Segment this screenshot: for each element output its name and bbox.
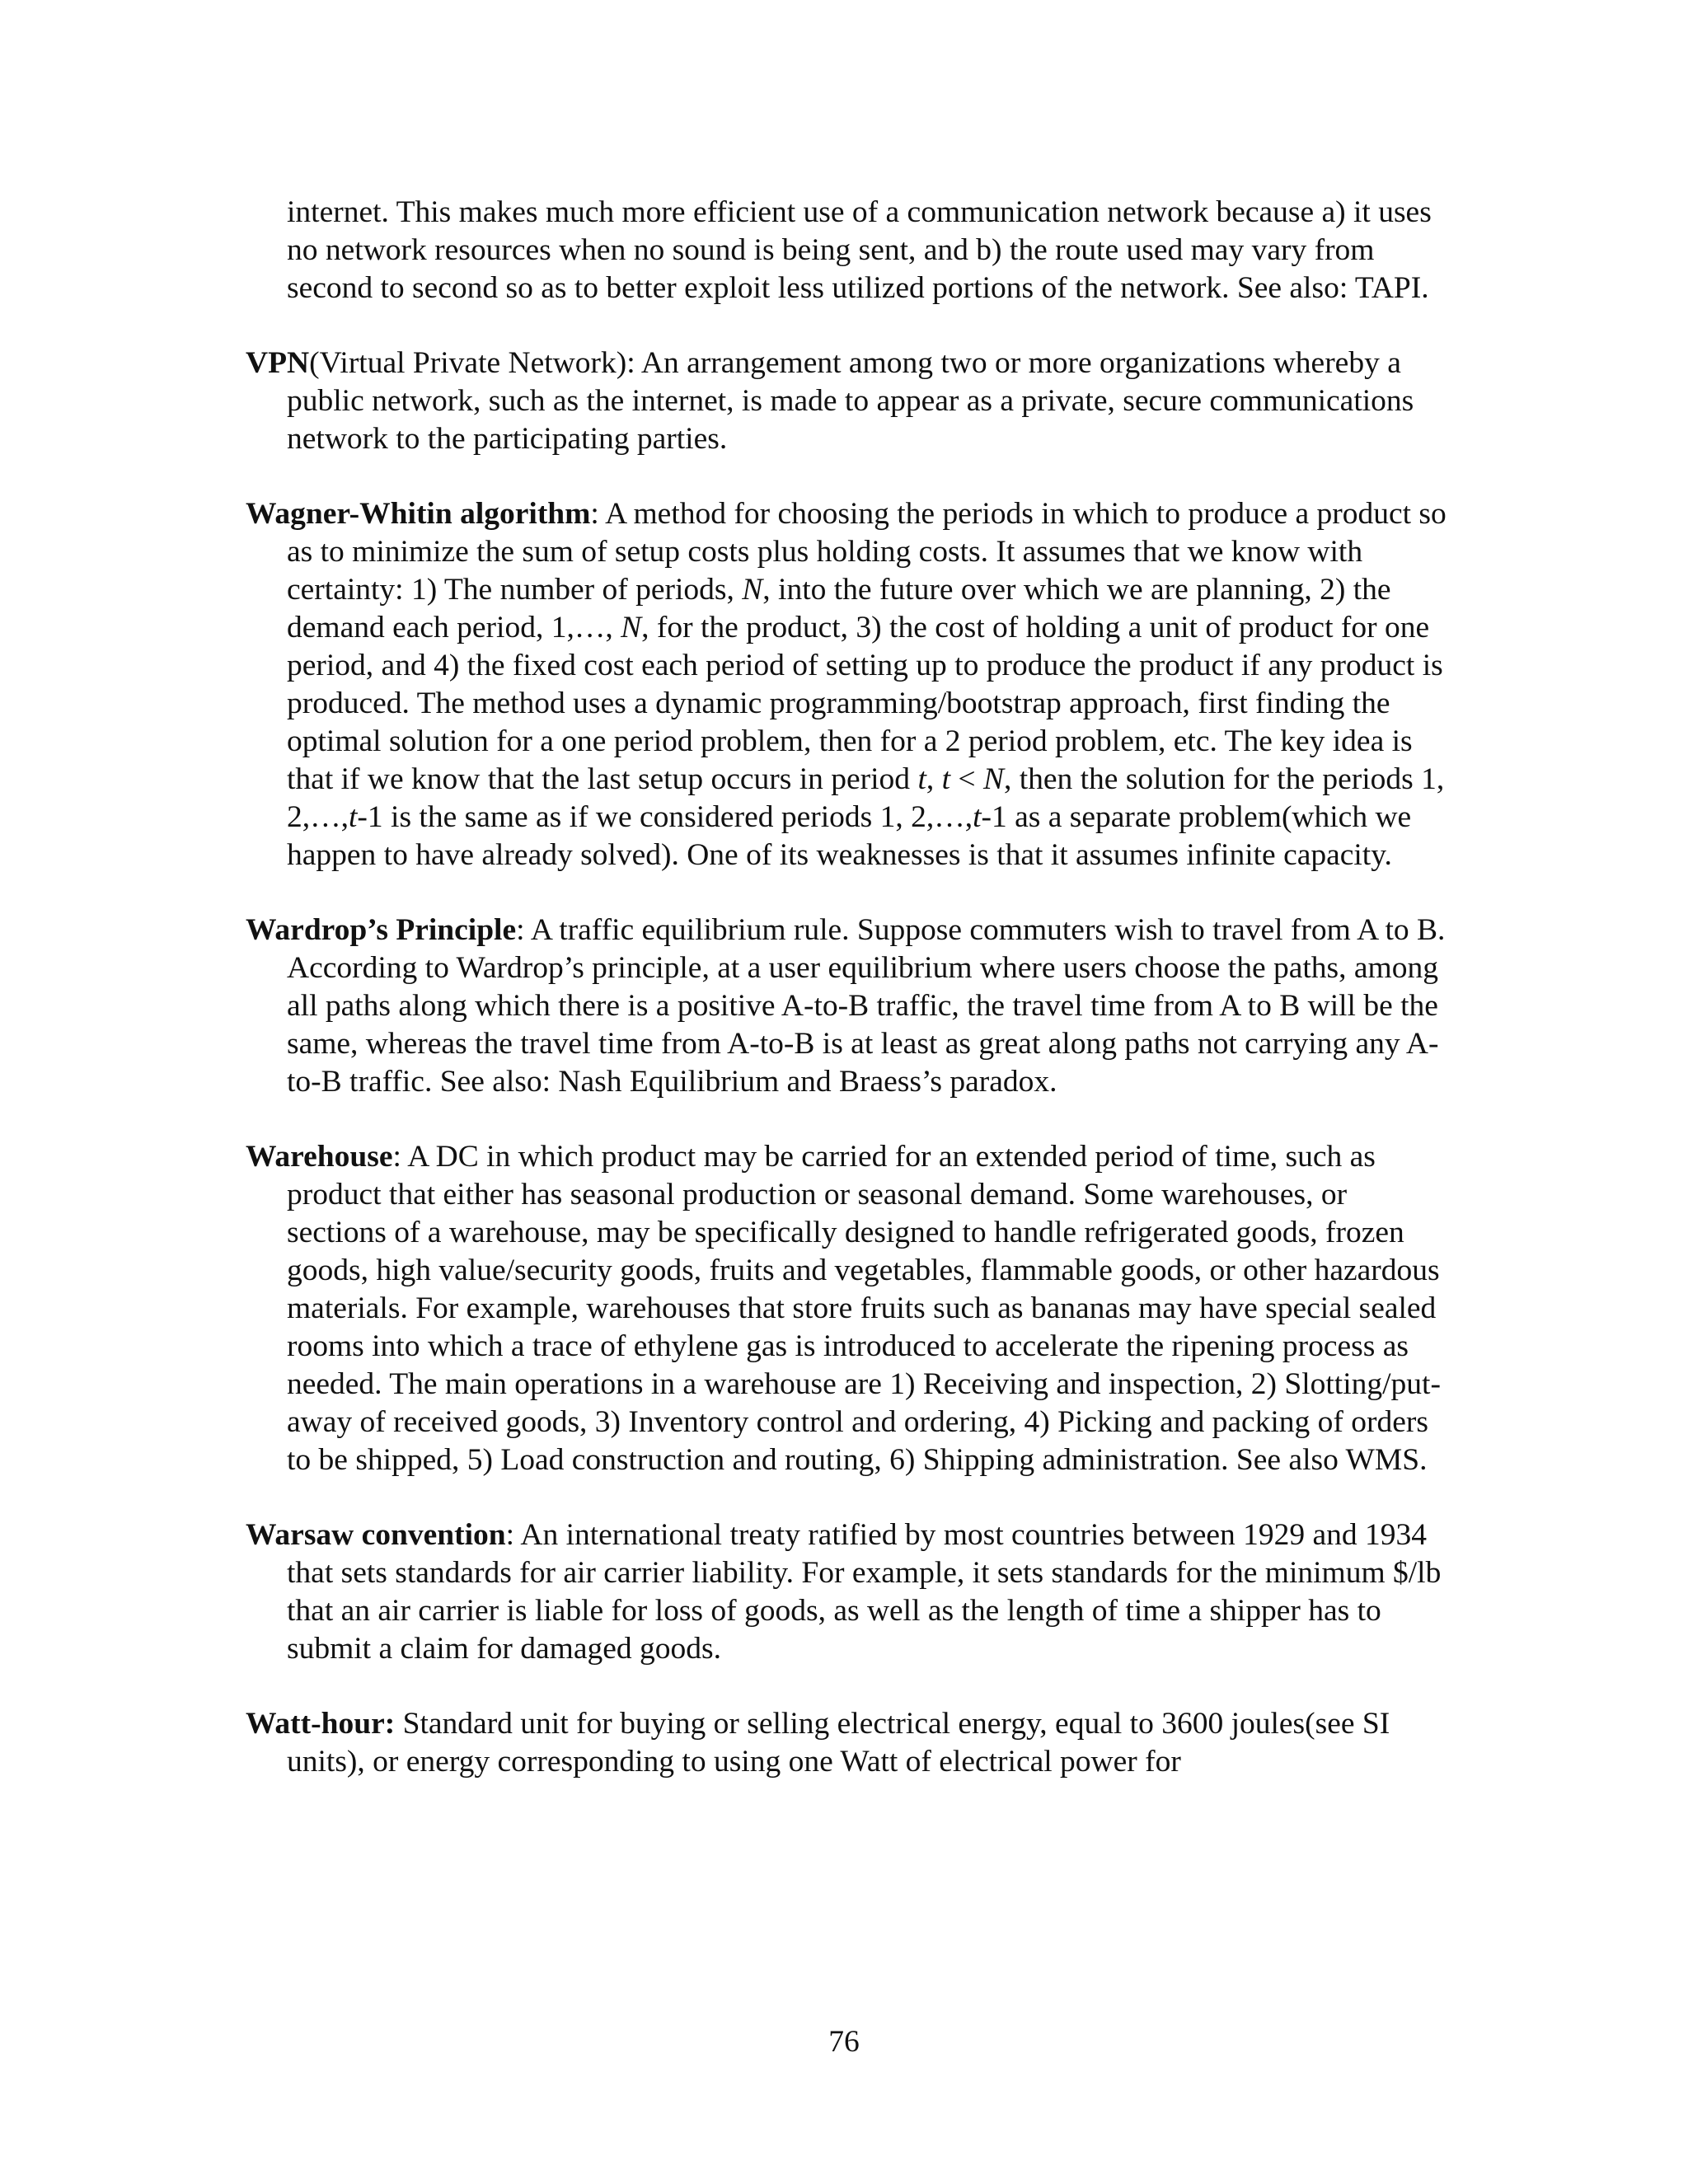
entry-term: Warsaw convention xyxy=(246,1518,506,1552)
entry-text: : A DC in which product may be carried for an extended period of time, such as product that either has seasonal production or seasonal demand. Some warehouses, or sections of a warehouse, may be specifically designed to handle refrigerated goods, frozen goods, high value/security goods, fruits and vegetables, flammable goods, or other hazardous materials. For example, warehouses that store fruits such as bananas may have special sealed rooms into which a trace of ethylene gas is introduced to accelerate the ripening process as needed. The main operations in a warehouse are 1) Receiving and inspection, 2) Slotting/put-away of received goods, 3) Inventory control and ordering, 4) Picking and packing of orders to be shipped, 5) Load construction and routing, 6) Shipping administration. See also WMS. xyxy=(287,1140,1441,1477)
entry-term: Wardrop’s Principle xyxy=(246,913,517,947)
entry-text: , into the future over which we are planning, 2) the demand each period, 1,…, xyxy=(287,573,1391,644)
entry-text: , then the solution for the periods 1, 2,…, xyxy=(287,762,1445,834)
italic-symbol: t xyxy=(941,762,951,796)
continued-entry-text: internet. This makes much more efficient use of a communication network because a) it uses no network resources when no sound is being sent, and b) the route used may vary from second to second so as to better exploit less utilized portions of the network. See also: TAPI. xyxy=(287,195,1432,305)
entry-term: Warehouse xyxy=(246,1140,393,1174)
entry-text: , for the product, 3) the cost of holding a unit of product for one period, and 4) the fixed cost each period of setting up to produce the product if any product is produced. The method uses a dynamic programming/bootstrap approach, first finding the optimal solution for a one period problem, then for a 2 period problem, etc. The key idea is that if we know that the last setup occurs in period xyxy=(287,611,1443,796)
entry-text: -1 is the same as if we considered periods 1, 2,…, xyxy=(357,800,973,834)
entry-term: Wagner-Whitin algorithm xyxy=(246,497,591,531)
italic-symbol: t xyxy=(973,800,982,834)
glossary-entry-warehouse xyxy=(246,1138,1449,1479)
glossary-entry-wardrops-principle xyxy=(246,912,1449,1101)
italic-symbol: N xyxy=(621,611,642,644)
italic-symbol: N xyxy=(982,762,1004,796)
entry-text: : A traffic equilibrium rule. Suppose commuters wish to travel from A to B. According to Wardrop’s principle, at a user equilibrium where users choose the paths, among all paths along which there is a positive A-to-B traffic, the travel time from A to B will be the same, whereas the travel time from A-to-B is at least as great along paths not carrying any A-to-B traffic. See also: Nash Equilibrium and Braess’s paradox. xyxy=(287,913,1446,1099)
entry-text: : An international treaty ratified by most countries between 1929 and 1934 that sets standards for air carrier liability. For example, it sets standards for the minimum $/lb that an air carrier is liable for loss of goods, as well as the length of time a shipper has to submit a claim for damaged goods. xyxy=(287,1518,1442,1666)
glossary-entry-watt-hour xyxy=(246,1705,1449,1781)
italic-symbol: N xyxy=(742,573,763,607)
entry-term: VPN xyxy=(246,346,310,380)
glossary-entry-warsaw-convention xyxy=(246,1516,1449,1668)
entry-text: : A method for choosing the periods in which to produce a product so as to minimize the sum of setup costs plus holding costs. It assumes that we know with certainty: 1) The number of periods, xyxy=(287,497,1447,607)
glossary-content xyxy=(246,194,1449,1818)
entry-term: Watt-hour: xyxy=(246,1707,396,1741)
entry-text: < xyxy=(950,762,983,796)
glossary-entry-vpn xyxy=(246,344,1449,458)
page-number: 76 xyxy=(828,2025,860,2059)
italic-symbol: t xyxy=(349,800,358,834)
entry-text: , xyxy=(926,762,942,796)
entry-text: -1 as a separate problem(which we happen to have already solved). One of its weaknesses is that it assumes infinite capacity. xyxy=(287,800,1412,872)
entry-text: (Virtual Private Network): An arrangement among two or more organizations whereby a public network, such as the internet, is made to appear as a private, secure communications network to the participating parties. xyxy=(287,346,1414,456)
entry-text: Standard unit for buying or selling electrical energy, equal to 3600 joules(see SI units), or energy corresponding to using one Watt of electrical power for xyxy=(287,1707,1390,1779)
glossary-entry-wagner-whitin-algorithm xyxy=(246,495,1449,874)
italic-symbol: t xyxy=(917,762,926,796)
